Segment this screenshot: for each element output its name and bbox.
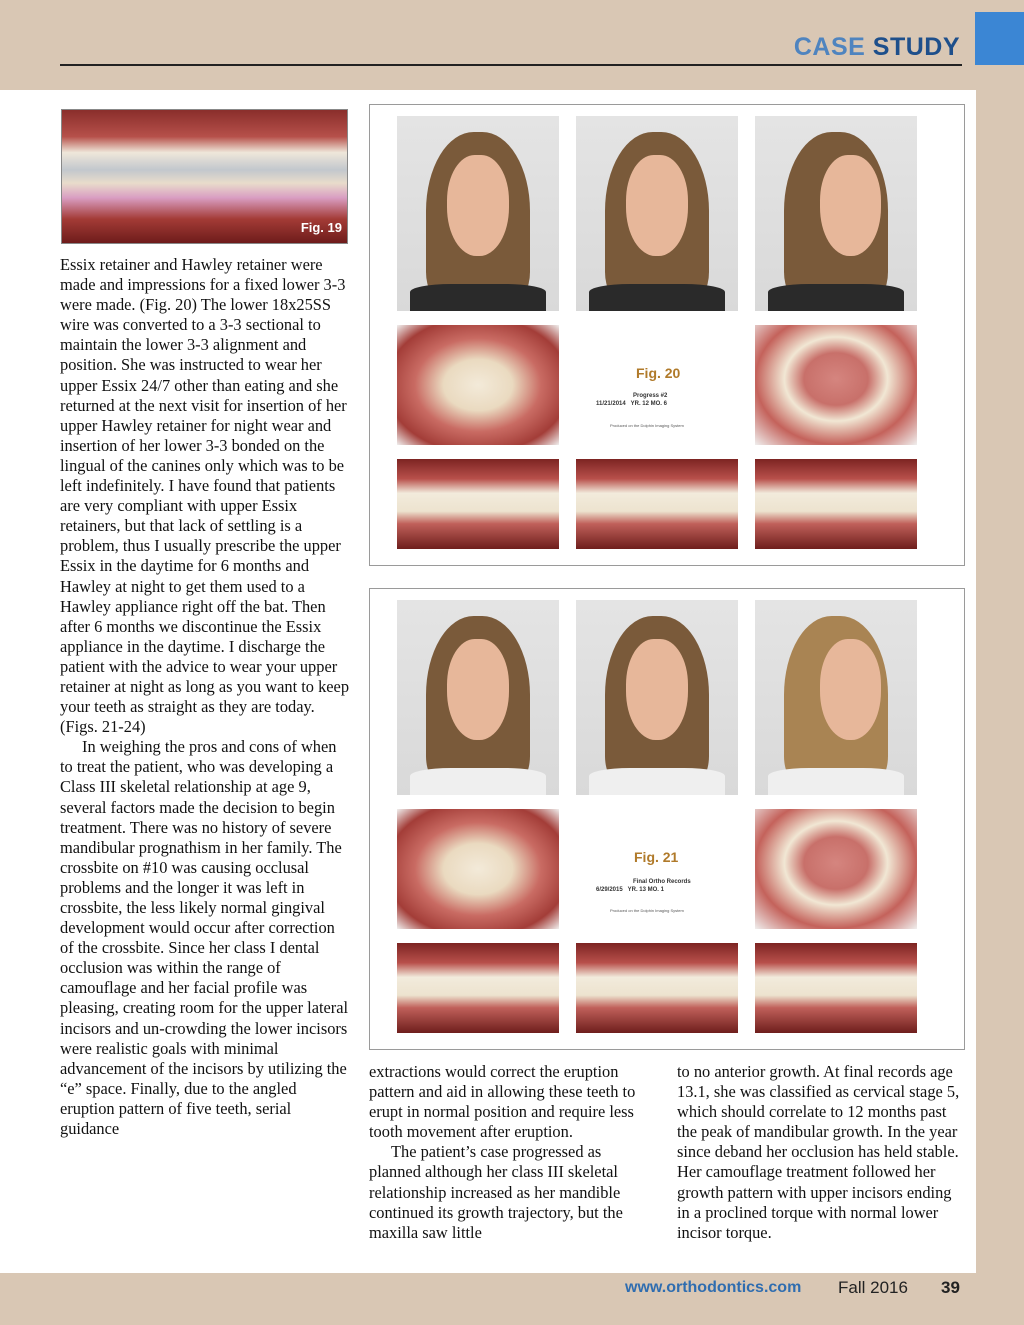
- paragraph: extractions would correct the eruption pattern and aid in allowing these teeth to erupt in normal position and require less tooth movement after eruption.: [369, 1062, 636, 1142]
- article-column-2: [369, 1062, 651, 1243]
- section-tab: [975, 12, 1024, 65]
- section-title: CASE STUDY: [793, 33, 960, 61]
- photo-intraoral-front: [576, 943, 738, 1033]
- photo-upper-occlusal: [397, 325, 559, 445]
- fig20-label: Fig. 20: [636, 365, 681, 381]
- header-rule: [60, 64, 962, 66]
- fig21-meta: Final Ortho Records 6/29/2015 YR. 13 MO. 1: [596, 879, 691, 893]
- photo-smile-front: [397, 600, 559, 795]
- paragraph: In weighing the pros and cons of when to treat the patient, who was developing a Class III skeletal relationship at age 9, several factors made the decision to begin treatment. There was no history of severe mandibular prognathism in her family. The crossbite on #10 was causing occlusal problems and the longer it was left in crossbite, the less likely normal gingival development would occur after correction of the crossbite. Since her class I dental occlusion was within the range of camouflage and her facial profile was pleasing, creating room for the upper lateral incisors and un-crowding the lower incisors were realistic goals with minimal advancement of the incisors by utilizing the “e” space. Finally, due to the angled eruption pattern of five teeth, serial guidance: [60, 737, 349, 1139]
- photo-intraoral-right: [397, 459, 559, 549]
- photo-lower-occlusal: [755, 809, 917, 929]
- photo-profile: [755, 600, 917, 795]
- photo-intraoral-left: [755, 943, 917, 1033]
- photo-intraoral-left: [755, 459, 917, 549]
- photo-lower-occlusal: [755, 325, 917, 445]
- fig20-composite: [369, 104, 965, 566]
- footer-url[interactable]: www.orthodontics.com: [625, 1279, 802, 1296]
- photo-smile-front: [397, 116, 559, 311]
- fig19-photo: [61, 109, 348, 244]
- article-column-1: [60, 255, 350, 1139]
- fig19-label: Fig. 19: [300, 220, 342, 235]
- fig21-label: Fig. 21: [634, 849, 679, 865]
- fig20-credit: Produced on the Dolphin Imaging System: [610, 423, 684, 428]
- photo-face-front: [576, 116, 738, 311]
- fig21-credit: Produced on the Dolphin Imaging System: [610, 908, 684, 913]
- paragraph: to no anterior growth. At final records age 13.1, she was classified as cervical stage 5, which should correlate to 12 months past the peak of mandibular growth. In the year since deband her occlusion has held stable. Her camouflage treatment followed her growth pattern with upper incisors ending in a proclined torque with normal lower incisor torque.: [677, 1062, 960, 1242]
- paragraph: The patient’s case progressed as planned although her class III skeletal relationship increased as her mandible continued its growth trajectory, but the maxilla saw little: [369, 1142, 623, 1242]
- photo-upper-occlusal: [397, 809, 559, 929]
- photo-profile: [755, 116, 917, 311]
- photo-intraoral-right: [397, 943, 559, 1033]
- photo-intraoral-front: [576, 459, 738, 549]
- fig20-meta: Progress #2 11/21/2014 YR. 12 MO. 6: [596, 393, 668, 407]
- footer-issue: Fall 2016: [838, 1278, 908, 1297]
- fig21-composite: [369, 588, 965, 1050]
- photo-face-front: [576, 600, 738, 795]
- page-number: 39: [941, 1278, 960, 1297]
- paragraph: Essix retainer and Hawley retainer were made and impressions for a fixed lower 3-3 were made. (Fig. 20) The lower 18x25SS wire was converted to a 3-3 sectional to maintain the lower 3-3 alignment and position. She was instructed to wear her upper Essix 24/7 other than eating and she returned at the next visit for insertion of her upper Hawley retainer for night wear and insertion of her lower 3-3 bonded on the lingual of the canines only which was to be left indefinitely. I have found that patients are very compliant with upper Essix retainers, but that lack of settling is a problem, thus I usually prescribe the upper Essix in the daytime for 6 months and Hawley at night to get them used to a Hawley appliance right off the bat. Then after 6 months we discontinue the Essix appliance in the daytime. I discharge the patient with the advice to wear your upper retainer at night as long as you want to keep your teeth as straight as they are today. (Figs. 21-24): [60, 255, 350, 737]
- article-column-3: [677, 1062, 967, 1243]
